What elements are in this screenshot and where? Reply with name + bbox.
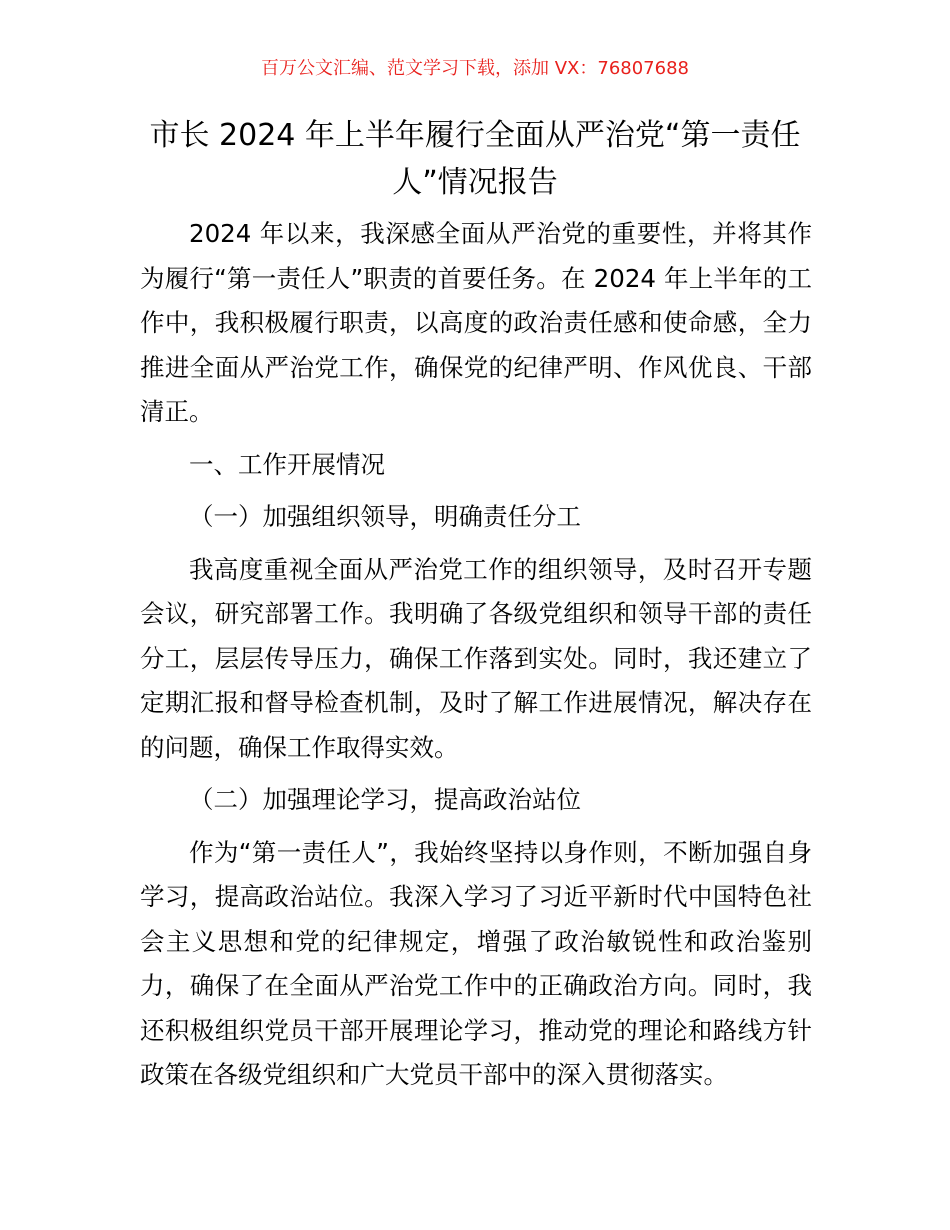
subsection-heading-2: （二）加强理论学习，提高政治站位 — [189, 785, 581, 814]
document-body — [140, 212, 812, 1098]
document-title: 市长 2024 年上半年履行全面从严治党“第一责任人”情况报告 — [149, 118, 801, 200]
intro-paragraph: 2024 年以来，我深感全面从严治党的重要性，并将其作为履行“第一责任人”职责的首要任务。在 2024 年上半年的工作中，我积极履行职责，以高度的政治责任感和使命感，全力推进全面从严治党工作，确保党的纪律严明、作风优良、干部清正。 — [140, 219, 812, 426]
header-watermark-note: 百万公文汇编、范文学习下载，添加 VX：76807688 — [261, 58, 689, 79]
subsection-heading-1: （一）加强组织领导，明确责任分工 — [189, 502, 581, 531]
section-heading-1: 一、工作开展情况 — [189, 449, 385, 479]
subsection-paragraph-1: 我高度重视全面从严治党工作的组织领导，及时召开专题会议，研究部署工作。我明确了各级党组织和领导干部的责任分工，层层传导压力，确保工作落到实处。同时，我还建立了定期汇报和督导检查机制，及时了解工作进展情况，解决存在的问题，确保工作取得实效。 — [140, 554, 812, 762]
subsection-paragraph-2: 作为“第一责任人”，我始终坚持以身作则，不断加强自身学习，提高政治站位。我深入学习了习近平新时代中国特色社会主义思想和党的纪律规定，增强了政治敏锐性和政治鉴别力，确保了在全面从严治党工作中的正确政治方向。同时，我还积极组织党员干部开展理论学习，推动党的理论和路线方针政策在各级党组织和广大党员干部中的深入贯彻落实。 — [140, 837, 812, 1089]
